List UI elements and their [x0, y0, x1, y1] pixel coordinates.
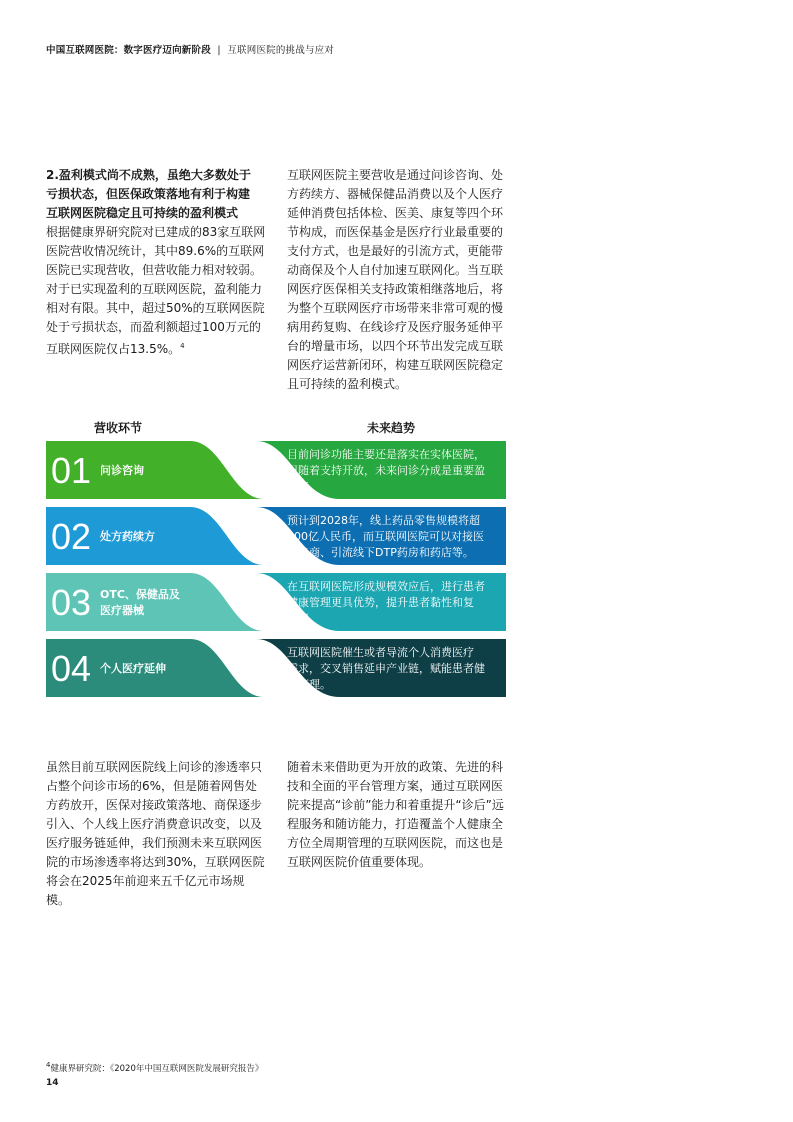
- section-heading-line-3: 互联网医院稳定且可持续的盈利模式: [46, 206, 239, 220]
- revenue-stage-label: 营收环节: [94, 421, 143, 435]
- trend-desc-2-line-2: 500亿人民币，而互联网医院可以对接医: [287, 530, 484, 543]
- footnote: [46, 1061, 263, 1074]
- section-heading-line-2: 亏损状态，但医保政策落地有利于构建: [46, 187, 251, 201]
- trend-desc-2-line-1: 预计到2028年，线上药品零售规模将超: [287, 514, 480, 527]
- stage-title-1-line-1: 问诊咨询: [100, 464, 144, 477]
- stage-title-3-line-2: 医疗器械: [100, 604, 144, 617]
- chevron-right-icon: [261, 591, 272, 613]
- intro-left-paragraph: 根据健康界研究院对已建成的83家互联网医院营收情况统计，其中89.6%的互联网医院已实现营收，但营收能力相对较弱。对于已实现盈利的互联网医院，盈利能力相对有限。其中，超过50%的互联网医院处于亏损状态，而盈利额超过100万元的互联网医院仅占13.5%。: [46, 225, 266, 356]
- intro-right-paragraph: 互联网医院主要营收是通过问诊咨询、处方药续方、器械保健品消费以及个人医疗延伸消费包括体检、医美、康复等四个环节构成，而医保基金是医疗行业最重要的支付方式，也是最好的引流方式，更能带动商保及个人自付加速互联网化。当互联网医疗医保相关支持政策相继落地后，将为整个互联网医疗市场带来非常可观的慢病用药复购、在线诊疗及医疗服务延伸平台的增量市场，以四个环节出发完成互联网医疗运营新闭环，构建互联网医院稳定且可持续的盈利模式。: [287, 168, 504, 391]
- header-separator: |: [217, 45, 221, 56]
- footnote-reference: 4: [180, 342, 185, 350]
- bottom-right-paragraph: 随着未来借助更为开放的政策、先进的科技和全面的平台管理方案，通过互联网医院来提高“诊前”能力和着重提升“诊后”远程服务和随访能力，打造覆盖个人健康全方位全周期管理的互联网医院，而这也是互联网医院价值重要体现。: [287, 760, 504, 869]
- stage-title-3-line-1: OTC、保健品及: [100, 588, 180, 601]
- stage-title-4-line-1: 个人医疗延伸: [100, 662, 166, 675]
- stage-number-4: 04: [51, 648, 92, 689]
- future-trend-label: 未来趋势: [367, 421, 416, 435]
- stage-title-2-line-1: 处方药续方: [100, 530, 155, 543]
- bottom-left-paragraph: 虽然目前互联网医院线上问诊的渗透率只占整个问诊市场的6%，但是随着网售处方药放开，医保对接政策落地、商保逐步引入、个人线上医疗消费意识改变，以及医疗服务链延伸，我们预测未来互联网医院的市场渗透率将达到30%，互联网医院将会在2025年前迎来五千亿元市场规模。: [46, 760, 265, 907]
- trend-desc-3-line-2: 健康管理更具优势，提升患者黏性和复: [287, 596, 474, 609]
- report-title: 中国互联网医院：数字医疗迈向新阶段: [46, 45, 211, 56]
- section-title: 互联网医院的挑战与应对: [227, 45, 335, 56]
- page-number: 14: [46, 1078, 59, 1088]
- trend-desc-4-line-1: 互联网医院催生或者导流个人消费医疗: [287, 646, 474, 659]
- stage-number-3: 03: [51, 582, 92, 623]
- chevron-right-icon: [261, 657, 272, 679]
- trend-desc-2-line-3: 药电商、引流线下DTP药房和药店等。: [287, 546, 474, 559]
- chevron-right-icon: [261, 459, 272, 481]
- trend-desc-4-line-3: 康管理。: [287, 678, 331, 691]
- section-heading-line-1: 2.盈利模式尚不成熟，虽绝大多数处于: [46, 168, 251, 182]
- stage-number-2: 02: [51, 516, 92, 557]
- trend-desc-4-line-2: 需求，交叉销售延申产业链，赋能患者健: [287, 662, 485, 675]
- trend-desc-1-line-1: 目前问诊功能主要还是落实在实体医院，: [287, 448, 485, 461]
- stage-number-1: 01: [51, 450, 92, 491]
- trend-desc-3-line-3: 购率。: [287, 612, 320, 625]
- trend-desc-1-line-3: 利点。: [287, 480, 320, 493]
- chevron-right-icon: [261, 525, 272, 547]
- trend-desc-1-line-2: 但随着支持开放，未来问诊分成是重要盈: [287, 464, 485, 477]
- footnote-marker: 4: [46, 1061, 51, 1069]
- trend-desc-3-line-1: 在互联网医院形成规模效应后，进行患者: [287, 580, 485, 593]
- footnote-text: 健康界研究院：《2020年中国互联网医院发展研究报告》: [50, 1063, 264, 1074]
